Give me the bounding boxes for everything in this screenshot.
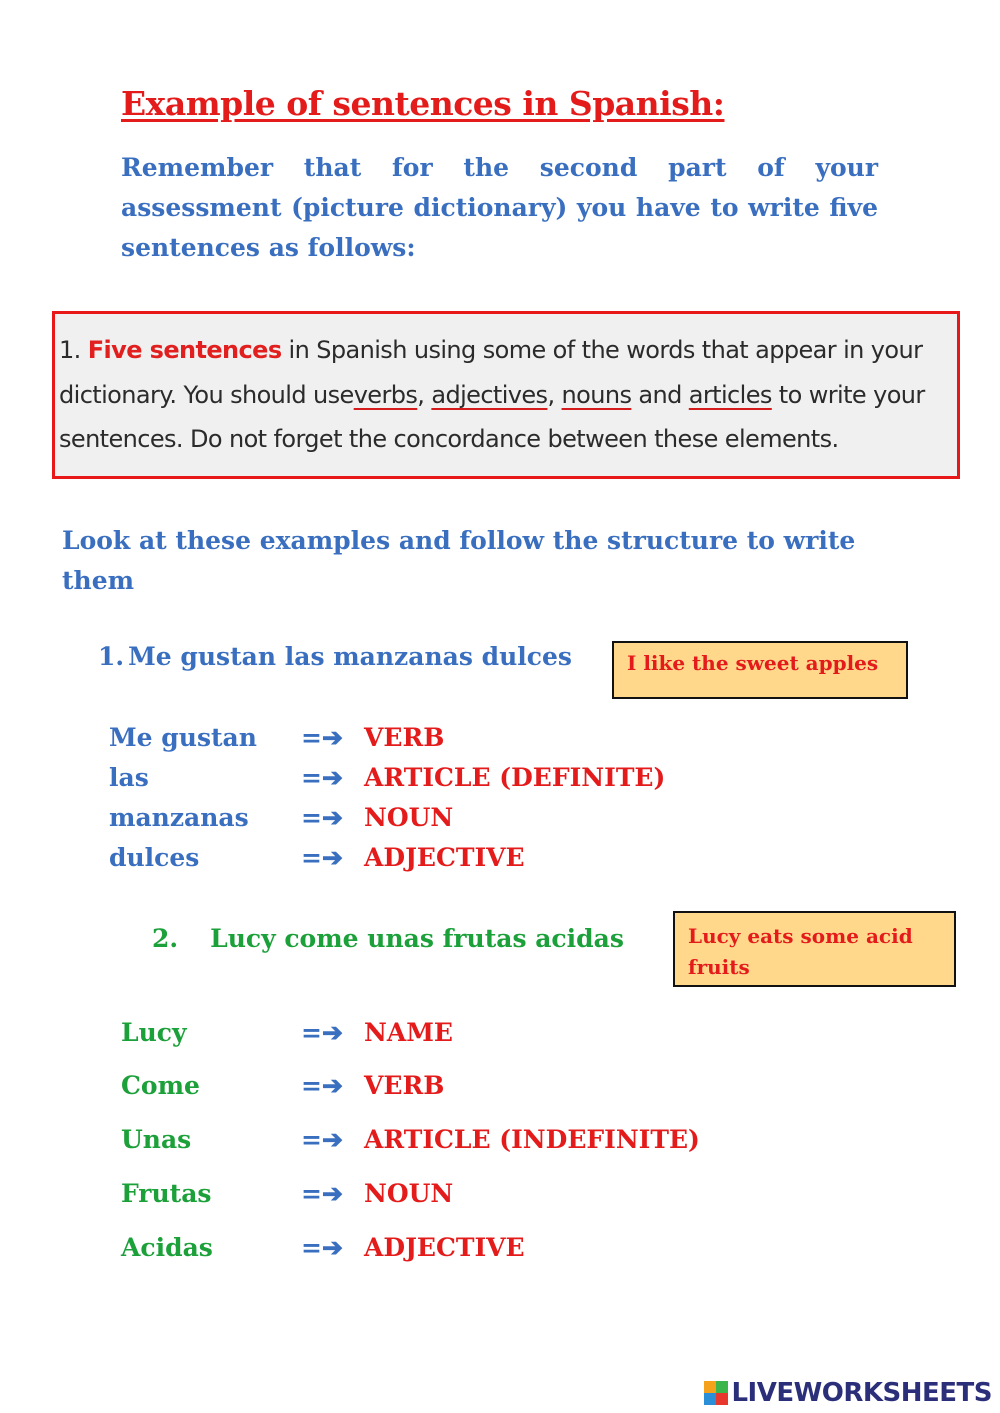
intro-paragraph: Remember that for the second part of your assessment (picture dictionary) you have to write five sentences as follows: — [121, 153, 878, 262]
row-part-of-speech: VERB — [364, 723, 445, 752]
arrow-icon: =➔ — [301, 763, 343, 792]
liveworksheets-logo — [704, 1374, 992, 1412]
example-1-sentence — [98, 642, 572, 671]
example-2-text: Lucy come unas frutas acidas — [210, 924, 624, 953]
instruction-number: 1. — [59, 336, 81, 364]
arrow-icon: =➔ — [301, 1018, 343, 1047]
example-1-number: 1. — [98, 642, 125, 671]
row-word: manzanas — [109, 803, 249, 832]
word-nouns: nouns — [561, 380, 632, 409]
arrow-icon: =➔ — [301, 1071, 343, 1100]
row-part-of-speech: ADJECTIVE — [364, 843, 525, 872]
arrow-icon: =➔ — [301, 1125, 343, 1154]
word-verbs: verbs — [353, 380, 418, 409]
row-part-of-speech: ARTICLE (INDEFINITE) — [364, 1125, 700, 1154]
instruction-box — [52, 311, 960, 479]
instruction-highlight: Five sentences — [87, 336, 282, 364]
example-2-number: 2. — [152, 924, 179, 953]
instruction-and: and — [631, 380, 682, 409]
row-part-of-speech: ARTICLE (DEFINITE) — [364, 763, 666, 792]
example-2-translation: Lucy eats some acid fruits — [673, 911, 956, 987]
page-title: Example of sentences in Spanish: — [121, 84, 725, 123]
row-word: Frutas — [121, 1179, 212, 1208]
look-instructions: Look at these examples and follow the structure to write them — [62, 526, 856, 595]
arrow-icon: =➔ — [301, 723, 343, 752]
row-part-of-speech: NOUN — [364, 803, 454, 832]
row-part-of-speech: ADJECTIVE — [364, 1233, 525, 1262]
row-word: Acidas — [121, 1233, 213, 1262]
example-2-sentence — [152, 924, 624, 953]
logo-mark-icon — [704, 1381, 728, 1405]
arrow-icon: =➔ — [301, 803, 343, 832]
instruction-text — [59, 328, 955, 462]
row-word: Come — [121, 1071, 200, 1100]
instruction-text-part-1: in Spanish using some of the words that appear in your dictionary. You should use — [59, 336, 923, 409]
row-word: dulces — [109, 843, 200, 872]
word-articles: articles — [688, 380, 772, 409]
instruction-comma: , — [417, 380, 425, 409]
arrow-icon: =➔ — [301, 1179, 343, 1208]
example-1-text: Me gustan las manzanas dulces — [128, 642, 572, 671]
instruction-text-part-2: to write your sentences. Do not forget the concordance between these elements. — [59, 380, 925, 453]
word-adjectives: adjectives — [431, 380, 548, 409]
row-part-of-speech: VERB — [364, 1071, 445, 1100]
row-word: Me gustan — [109, 723, 257, 752]
arrow-icon: =➔ — [301, 1233, 343, 1262]
row-part-of-speech: NOUN — [364, 1179, 454, 1208]
row-word: las — [109, 763, 149, 792]
instruction-comma: , — [547, 380, 555, 409]
row-word: Lucy — [121, 1018, 187, 1047]
row-word: Unas — [121, 1125, 192, 1154]
example-1-translation: I like the sweet apples — [612, 641, 908, 699]
logo-text: LIVEWORKSHEETS — [731, 1378, 992, 1408]
arrow-icon: =➔ — [301, 843, 343, 872]
row-part-of-speech: NAME — [364, 1018, 453, 1047]
